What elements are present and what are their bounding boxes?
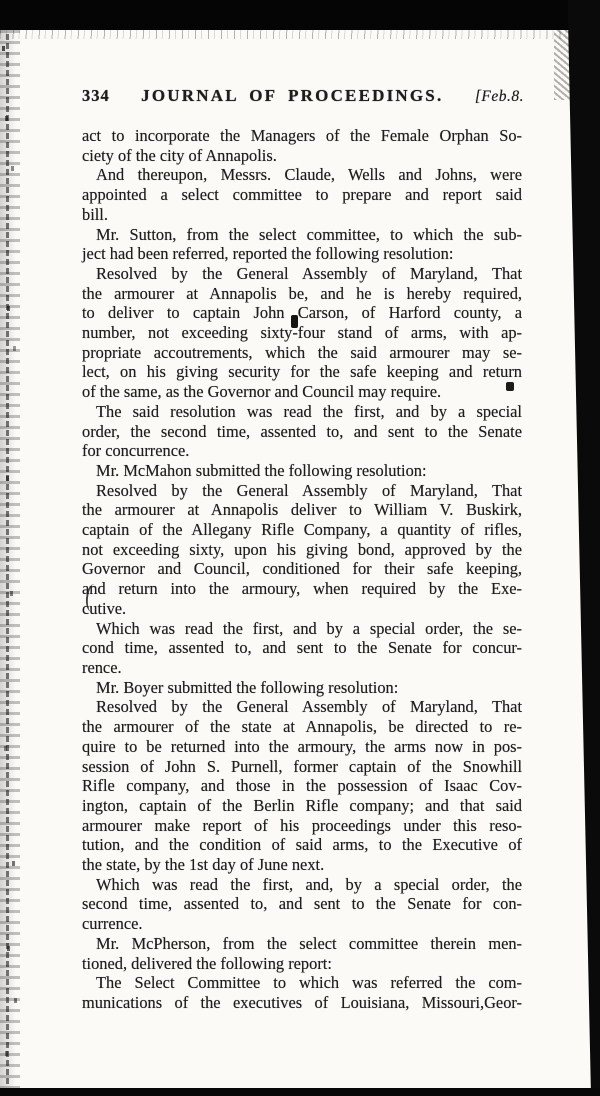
paragraph (82, 619, 522, 678)
scan-binding-streak (6, 34, 9, 1084)
text-line: the state, by the 1st day of June next. (82, 855, 325, 875)
text-line: Mr. McPherson, from the select committee therein men- (96, 933, 522, 953)
journal-title: JOURNAL OF PROCEEDINGS. (141, 86, 444, 105)
text-line: munications of the executives of Louisiana, Missouri,Geor- (82, 992, 522, 1012)
text-line: not exceeding sixty, upon his giving bond, approved by the (82, 539, 522, 559)
text-line: Rifle company, and those in the possession of Isaac Cov- (82, 776, 522, 796)
text-line: Which was read the first, and, by a special order, the (96, 874, 522, 894)
page-text (82, 126, 522, 1013)
text-line: act to incorporate the Managers of the Female Orphan So- (82, 126, 522, 145)
text-line: ject had been referred, reported the following resolution: (82, 244, 454, 264)
paragraph (82, 697, 522, 874)
text-line: tution, and the condition of said arms, to the Executive of (82, 835, 522, 855)
text-line: the armourer at Annapolis be, and he is hereby required, (82, 283, 522, 303)
text-line: Mr. Sutton, from the select committee, to which the sub- (96, 224, 522, 244)
paragraph (82, 264, 522, 402)
text-line: for concurrence. (82, 441, 190, 461)
text-line: tioned, delivered the following report: (82, 953, 332, 973)
scan-border-bottom (0, 1088, 600, 1096)
text-line: number, not exceeding sixty-four stand of arms, with ap- (82, 323, 522, 343)
text-line: Resolved by the General Assembly of Maryland, That (96, 480, 522, 500)
text-line: of the same, as the Governor and Council may require. (82, 382, 442, 402)
text-line: cond time, assented to, and sent to the Senate for concur- (82, 638, 522, 658)
text-line: The said resolution was read the first, and by a special (96, 401, 522, 421)
scan-border-left-noise (0, 30, 20, 1096)
scan-speckles (2, 46, 5, 51)
text-line: The Select Committee to which was referred the com- (96, 973, 522, 993)
text-line: lect, on his giving security for the safe keeping and return (82, 362, 522, 382)
text-line: And thereupon, Messrs. Claude, Wells and Johns, were (96, 165, 522, 185)
paragraph (82, 875, 522, 934)
text-line: captain of the Allegany Rifle Company, a quantity of rifles, (82, 520, 522, 540)
text-line: and return into the armoury, when required by the Exe- (82, 579, 522, 599)
running-head (82, 86, 524, 106)
paragraph (82, 481, 522, 619)
paragraph (82, 126, 522, 165)
paragraph (82, 934, 522, 973)
text-line: second time, assented to, and sent to the Senate for con- (82, 894, 522, 914)
text-line: propriate accoutrements, which the said armourer may se- (82, 342, 522, 362)
page-number: 334 (82, 86, 110, 105)
scan-border-right (555, 0, 600, 1096)
text-line: Governor and Council, conditioned for their safe keeping, (82, 559, 522, 579)
text-line: Resolved by the General Assembly of Maryland, That (96, 263, 522, 283)
paragraph (82, 165, 522, 224)
scan-seam-noise (0, 29, 600, 39)
text-line: Resolved by the General Assembly of Maryland, That (96, 697, 522, 717)
text-line: to deliver to captain John Carson, of Harford county, a (82, 303, 522, 323)
text-line: rence. (82, 657, 122, 677)
text-line: Mr. Boyer submitted the following resolution: (96, 677, 399, 697)
text-line: appointed a select committee to prepare and report said (82, 185, 522, 205)
text-line: the armourer of the state at Annapolis, be directed to re- (82, 717, 522, 737)
paragraph (82, 461, 522, 481)
text-line: currence. (82, 914, 143, 934)
text-line: cutive. (82, 598, 127, 618)
paragraph (82, 973, 522, 1012)
scan-corner-fuzz (554, 30, 570, 100)
text-line: ciety of the city of Annapolis. (82, 145, 277, 165)
text-line: armourer make report of his proceedings under this reso- (82, 815, 522, 835)
header-date: [Feb.8. (474, 88, 524, 105)
text-line: quire to be returned into the armoury, the arms now in pos- (82, 736, 522, 756)
text-line: Mr. McMahon submitted the following resolution: (96, 460, 427, 480)
paragraph (82, 225, 522, 264)
text-line: the armourer at Annapolis deliver to William V. Buskirk, (82, 500, 522, 520)
paragraph (82, 678, 522, 698)
scan-border-top (0, 0, 600, 30)
paragraph (82, 402, 522, 461)
text-line: Which was read the first, and by a special order, the se- (96, 618, 522, 638)
text-line: bill. (82, 204, 108, 224)
text-line: session of John S. Purnell, former captain of the Snowhill (82, 756, 522, 776)
text-line: ington, captain of the Berlin Rifle company; and that said (82, 795, 522, 815)
text-line: order, the second time, assented to, and sent to the Senate (82, 421, 522, 441)
